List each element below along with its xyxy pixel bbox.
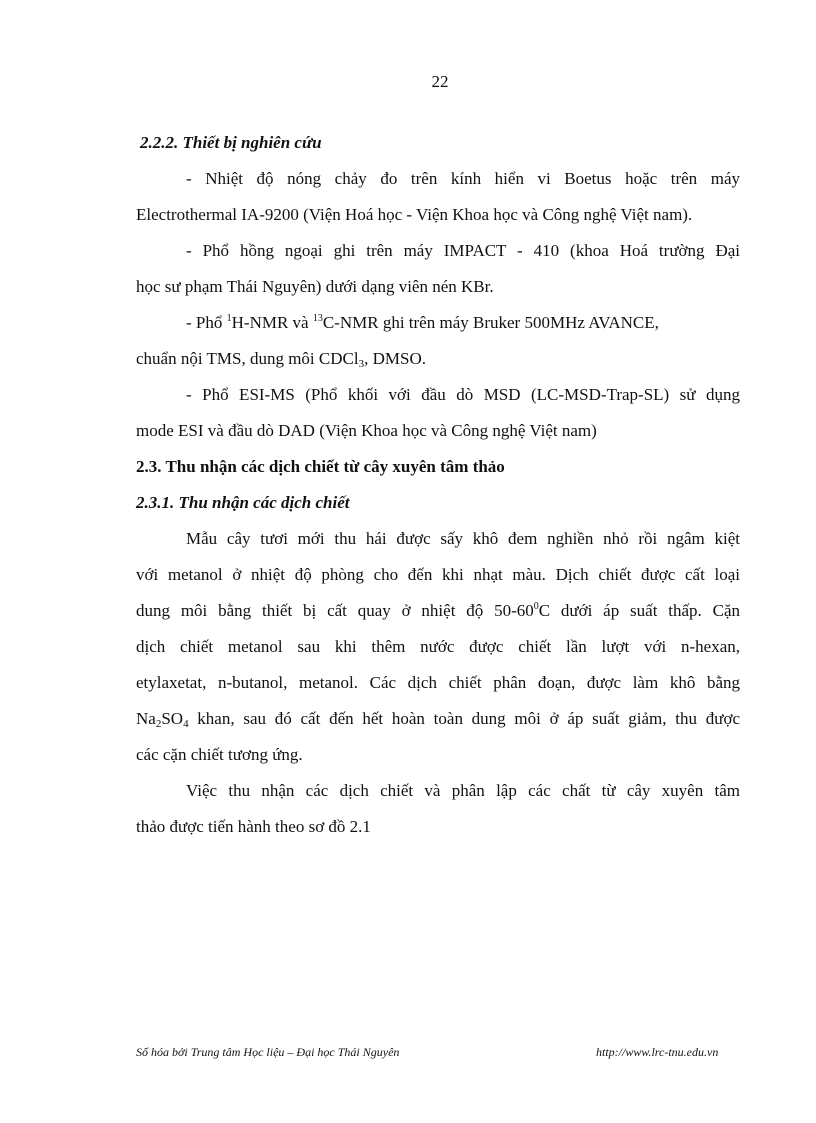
- superscript: 1: [226, 313, 232, 324]
- paragraph-line: - Phổ ESI-MS (Phổ khối với đầu dò MSD (LC-MSD-Trap-SL) sử dụng: [186, 385, 740, 404]
- paragraph-line: etylaxetat, n-butanol, metanol. Các dịch chiết phân đoạn, được làm khô bằng: [136, 673, 740, 692]
- text-run: - Phổ: [186, 313, 227, 332]
- text-run: khan, sau đó cất đến hết hoàn toàn dung môi ở áp suất giảm, thu được: [188, 709, 740, 728]
- paragraph-line: dịch chiết metanol sau khi thêm nước được chiết lần lượt với n-hexan,: [136, 637, 740, 656]
- superscript: 13: [312, 313, 323, 324]
- text-run: Na: [136, 709, 156, 728]
- paragraph-line: thảo được tiến hành theo sơ đồ 2.1: [136, 817, 371, 836]
- paragraph-line: - Nhiệt độ nóng chảy đo trên kính hiển vi Boetus hoặc trên máy: [186, 169, 740, 188]
- text-run: , DMSO.: [364, 349, 426, 368]
- text-run: C dưới áp suất thấp. Cặn: [538, 601, 740, 620]
- paragraph-line: Electrothermal IA-9200 (Viện Hoá học - Viện Khoa học và Công nghệ Việt nam).: [136, 205, 693, 224]
- subscript: 3: [358, 358, 365, 370]
- paragraph-line: mode ESI và đầu dò DAD (Viện Khoa học và Công nghệ Việt nam): [136, 421, 597, 440]
- paragraph-line: - Phổ hồng ngoại ghi trên máy IMPACT - 410 (khoa Hoá trường Đại: [186, 241, 740, 260]
- section-heading-2-3-1: 2.3.1. Thu nhận các dịch chiết: [136, 493, 350, 512]
- paragraph-line: Việc thu nhận các dịch chiết và phân lập các chất từ cây xuyên tâm: [186, 781, 740, 800]
- footer-credit: Số hóa bởi Trung tâm Học liệu – Đại học Thái Nguyên: [136, 1045, 400, 1059]
- footer-url: http://www.lrc-tnu.edu.vn: [596, 1045, 719, 1059]
- subscript: 4: [183, 718, 189, 730]
- text-run: chuẩn nội TMS, dung môi CDCl: [136, 349, 359, 368]
- text-run: dung môi bằng thiết bị cất quay ở nhiệt độ 50-60: [136, 601, 534, 620]
- paragraph-line: [136, 349, 740, 369]
- paragraph-line: [136, 709, 740, 729]
- section-heading-2-2-2: 2.2.2. Thiết bị nghiên cứu: [140, 133, 322, 152]
- subscript: 2: [155, 718, 162, 730]
- text-run: C-NMR ghi trên máy Bruker 500MHz AVANCE,: [322, 313, 659, 332]
- paragraph-line: các cặn chiết tương ứng.: [136, 745, 303, 764]
- paragraph-line: học sư phạm Thái Nguyên) dưới dạng viên nén KBr.: [136, 277, 494, 296]
- superscript: 0: [533, 601, 539, 612]
- paragraph-line: Mẫu cây tươi mới thu hái được sấy khô đem nghiền nhỏ rồi ngâm kiệt: [186, 529, 740, 548]
- text-run: H-NMR và: [231, 313, 313, 332]
- paragraph-line: với metanol ở nhiệt độ phòng cho đến khi nhạt màu. Dịch chiết được cất loại: [136, 565, 740, 584]
- paragraph-line: [136, 601, 740, 621]
- text-run: SO: [161, 709, 184, 728]
- section-heading-2-3: 2.3. Thu nhận các dịch chiết từ cây xuyên tâm thảo: [136, 457, 505, 476]
- paragraph-line: [186, 313, 740, 333]
- page-number: 22: [431, 72, 449, 91]
